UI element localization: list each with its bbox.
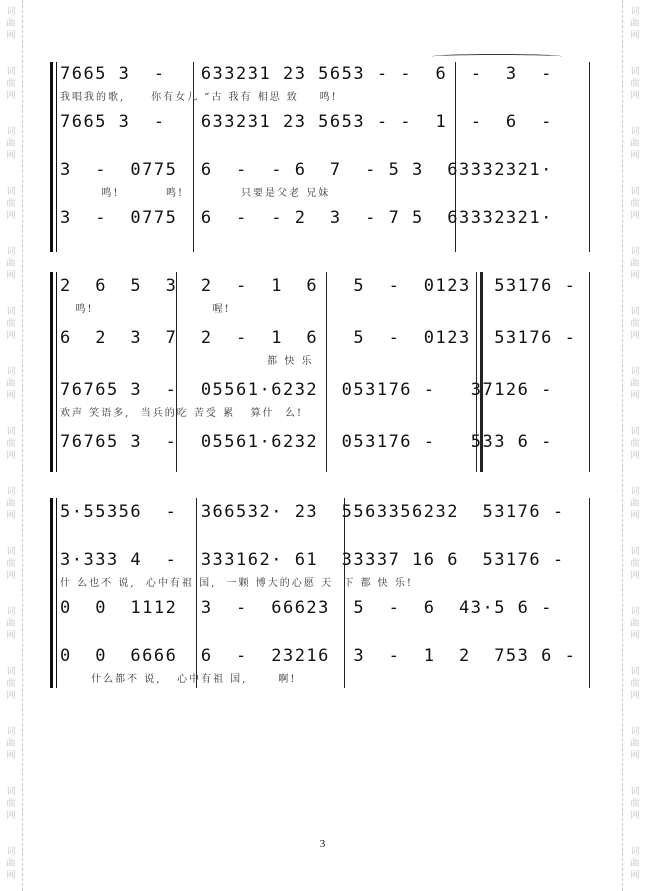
score-system-2 — [50, 268, 590, 478]
staff-row-voice-4 — [50, 200, 590, 260]
notes-line: 3 - 0775 6 - - 6 7 - 5 3 63332321· — [60, 160, 553, 180]
watermark-label: 词 曲 网 — [630, 7, 640, 41]
staff-row-voice-4 — [50, 638, 590, 698]
lyrics-line: 都 快 乐 — [60, 356, 314, 367]
watermark-label: 词 曲 网 — [6, 67, 16, 101]
notes-line: 0 0 1112 3 - 66623 5 - 6 43·5 6 - — [60, 598, 553, 618]
watermark-label: 词 曲 网 — [630, 307, 640, 341]
notes-line: 76765 3 - 05561·6232 053176 - 533 6 - — [60, 432, 553, 452]
lyrics-line: 鸣! 喔! — [60, 304, 231, 315]
watermark-label: 词 曲 网 — [6, 187, 16, 221]
watermark-label: 词 曲 网 — [630, 67, 640, 101]
lyrics-line — [60, 622, 590, 638]
staff-row-voice-3 — [50, 372, 590, 432]
watermark-label: 词 曲 网 — [6, 547, 16, 581]
watermark-label: 词 曲 网 — [630, 187, 640, 221]
lyrics-line: 什么都不 说, 心中有祖 国, 啊! — [60, 674, 297, 685]
watermark-label: 词 曲 网 — [6, 487, 16, 521]
watermark-label: 词 曲 网 — [6, 7, 16, 41]
watermark-label: 词 曲 网 — [630, 787, 640, 821]
watermark-column-right — [622, 0, 645, 891]
lyrics-line — [60, 136, 590, 152]
watermark-label: 词 曲 网 — [630, 727, 640, 761]
notes-line: 7665 3 - 633231 23 5653 - - 6 - 3 - — [60, 64, 553, 84]
watermark-label: 词 曲 网 — [6, 367, 16, 401]
staff-row-voice-4 — [50, 424, 590, 484]
watermark-label: 词 曲 网 — [630, 367, 640, 401]
watermark-label: 词 曲 网 — [6, 307, 16, 341]
score-system-1 — [50, 56, 590, 256]
lyrics-line — [60, 526, 590, 542]
staff-row-voice-1 — [50, 268, 590, 328]
lyrics-line: 什 么也不 说, 心中有祖 国, 一颗 博大的心愿 天 下 都 快 乐! — [60, 578, 413, 589]
notes-line: 5·55356 - 366532· 23 5563356232 53176 - — [60, 502, 565, 522]
lyrics-line: 欢声 笑语多, 当兵的吃 苦受 累 算什 么! — [60, 408, 303, 419]
staff-row-voice-2 — [50, 320, 590, 380]
watermark-label: 词 曲 网 — [630, 127, 640, 161]
lyrics-line: 我唱我的歌, 你有女儿 “古 我有 相思 致 鸣! — [60, 92, 338, 103]
watermark-label: 词 曲 网 — [6, 427, 16, 461]
lyrics-line — [60, 456, 590, 472]
watermark-label: 词 曲 网 — [6, 607, 16, 641]
notes-line: 76765 3 - 05561·6232 053176 - 37126 - — [60, 380, 553, 400]
lyrics-line: 鸣! 鸣! 只要是父老 兄妹 — [60, 188, 331, 199]
watermark-label: 词 曲 网 — [6, 667, 16, 701]
watermark-label: 词 曲 网 — [630, 487, 640, 521]
watermark-label: 词 曲 网 — [6, 247, 16, 281]
watermark-label: 词 曲 网 — [6, 727, 16, 761]
lyrics-line — [60, 232, 590, 248]
page-number: 3 — [319, 838, 326, 850]
watermark-label: 词 曲 网 — [630, 667, 640, 701]
watermark-label: 词 曲 网 — [6, 787, 16, 821]
notes-line: 3 - 0775 6 - - 2 3 - 7 5 63332321· — [60, 208, 553, 228]
notes-line: 2 6 5 3 2 - 1 6 5 - 0123 53176 - — [60, 276, 577, 296]
watermark-label: 词 曲 网 — [630, 427, 640, 461]
notes-line: 6 2 3 7 2 - 1 6 5 - 0123 53176 - — [60, 328, 577, 348]
watermark-label: 词 曲 网 — [630, 547, 640, 581]
watermark-label: 词 曲 网 — [6, 127, 16, 161]
score-system-3 — [50, 494, 590, 694]
watermark-label: 词 曲 网 — [630, 607, 640, 641]
watermark-label: 词 曲 网 — [630, 247, 640, 281]
notes-line: 7665 3 - 633231 23 5653 - - 1 - 6 - — [60, 112, 553, 132]
notes-line: 0 0 6666 6 - 23216 3 - 1 2 753 6 - — [60, 646, 577, 666]
notes-line: 3·333 4 - 333162· 61 33337 16 6 53176 - — [60, 550, 565, 570]
watermark-label: 词 曲 网 — [630, 847, 640, 881]
watermark-column-left — [0, 0, 23, 891]
watermark-label: 词 曲 网 — [6, 847, 16, 881]
